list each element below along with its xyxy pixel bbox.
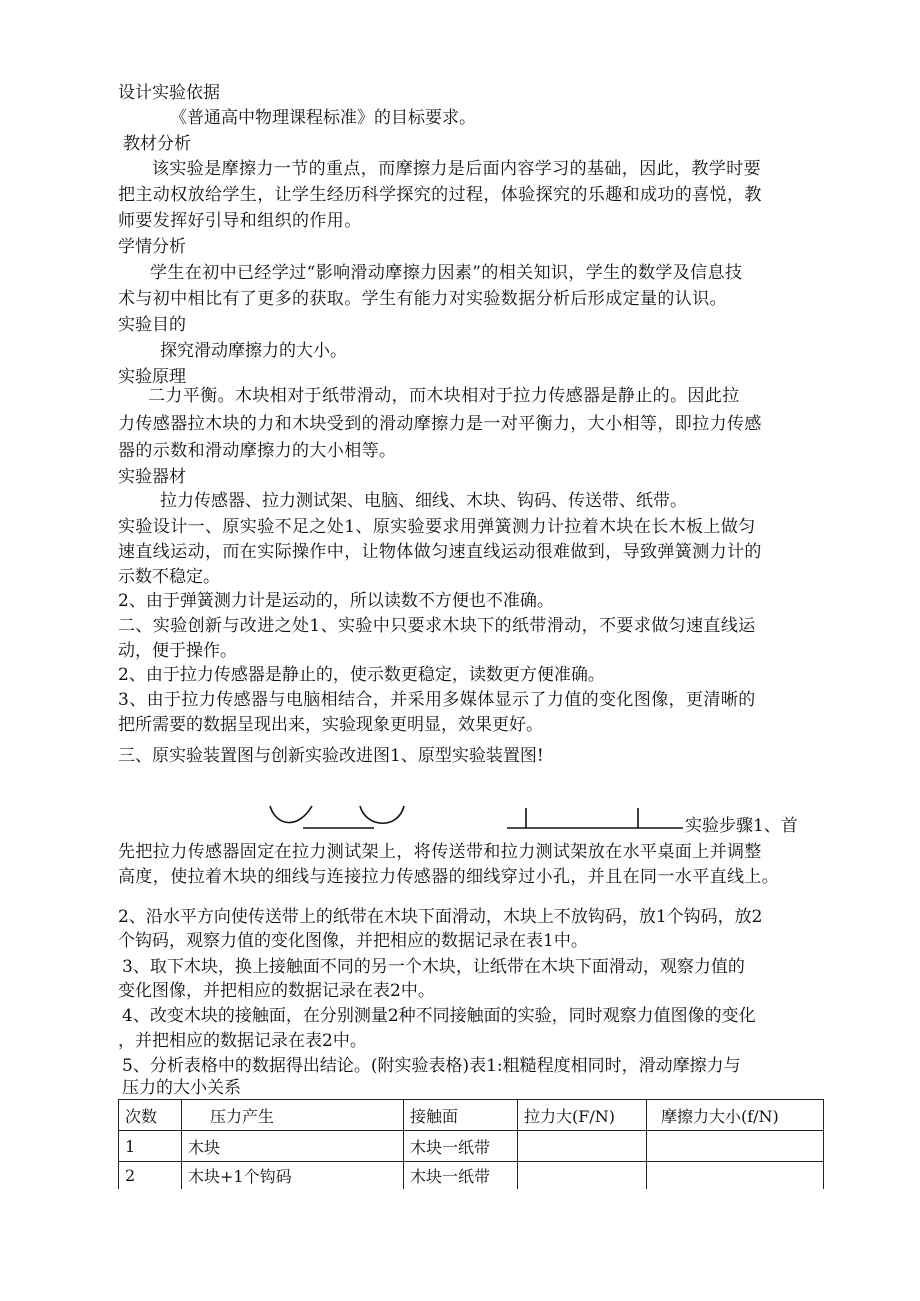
goal-text: 探究滑动摩擦力的大小。: [160, 341, 347, 361]
heading-learner: 学情分析: [118, 237, 186, 257]
step-line: 高度，使拉着木块的细线与连接拉力传感器的细线穿过小孔，并且在同一水平直线上。: [118, 867, 780, 887]
design-line: 三、原实验装置图与创新实验改进图1、原型实验装置图!: [118, 746, 544, 766]
steps-heading-tail: 实验步骤1、首: [685, 816, 798, 836]
learner-line: 术与初中相比有了更多的获取。学生有能力对实验数据分析后形成定量的认识。: [118, 289, 727, 309]
principle-line: 力传感器拉木块的力和木块受到的滑动摩擦力是一对平衡力，大小相等，即拉力传感: [118, 414, 762, 434]
step-line: 个钩码，观察力值的变化图像，并把相应的数据记录在表1中。: [118, 931, 588, 951]
heading-textbook: 教材分析: [123, 134, 191, 154]
design-line: 2、由于弹簧测力计是运动的，所以读数不方便也不准确。: [118, 591, 554, 611]
design-line: 2、由于拉力传感器是静止的，使示数更稳定，读数更方便准确。: [118, 665, 605, 685]
step-line: 变化图像，并把相应的数据记录在表2中。: [118, 981, 435, 1001]
table-cell: 木块+1个钩码: [182, 1162, 404, 1190]
design-line: 速直线运动，而在实际操作中，让物体做匀速直线运动很难做到，导致弹簧测力计的: [118, 542, 762, 562]
table-cell: 2: [119, 1162, 182, 1190]
heading-goal: 实验目的: [118, 315, 186, 335]
pulley-arc-right: [360, 806, 404, 823]
heading-principle: 实验原理: [118, 367, 186, 387]
equipment-text: 拉力传感器、拉力测试架、电脑、细线、木块、钩码、传送带、纸带。: [160, 491, 687, 511]
table-cell: [518, 1162, 647, 1190]
table-header-cell: 压力产生: [182, 1100, 404, 1131]
data-table: [118, 1099, 824, 1189]
pulley-arc-left: [270, 806, 312, 823]
table-cell: [647, 1162, 824, 1190]
table-row: [119, 1131, 824, 1162]
textbook-line: 师要发挥好引导和组织的作用。: [118, 211, 362, 231]
table-header-cell: 拉力大(F/N): [518, 1100, 647, 1131]
table-cell: 木块: [182, 1131, 404, 1162]
table-header-cell: 摩擦力大小(f/N): [647, 1100, 824, 1131]
step-line: 先把拉力传感器固定在拉力测试架上，将传送带和拉力测试架放在水平桌面上并调整: [118, 842, 762, 862]
step-line: 3、取下木块，换上接触面不同的另一个木块，让纸带在木块下面滑动，观察力值的: [122, 957, 745, 977]
design-line: 动，便于操作。: [118, 641, 237, 661]
design-line: 示数不稳定。: [118, 567, 220, 587]
table-cell: [518, 1131, 647, 1162]
design-line: 二、实验创新与改进之处1、实验中只要求木块下的纸带滑动，不要求做匀速直线运: [118, 616, 756, 636]
design-line: 把所需要的数据呈现出来，实验现象更明显，效果更好。: [118, 715, 543, 735]
table-header-cell: 次数: [119, 1100, 182, 1131]
step-line: 4、改变木块的接触面，在分别测量2种不同接触面的实验，同时观察力值图像的变化: [122, 1006, 756, 1026]
design-line: 实验设计一、原实验不足之处1、原实验要求用弹簧测力计拉着木块在长木板上做匀: [118, 517, 756, 537]
table-cell: 木块一纸带: [404, 1162, 518, 1190]
step-line: ，并把相应的数据记录在表2中。: [118, 1031, 367, 1051]
heading-equipment: 实验器材: [118, 467, 186, 487]
textbook-line: 该实验是摩擦力一节的重点，而摩擦力是后面内容学习的基础，因此，教学时要: [152, 159, 761, 179]
heading-basis: 设计实验依据: [118, 83, 220, 103]
table-cell: [647, 1131, 824, 1162]
principle-line: 二力平衡。木块相对于纸带滑动，而木块相对于拉力传感器是静止的。因此拉: [148, 386, 740, 406]
table-header-row: [119, 1100, 824, 1131]
principle-line: 器的示数和滑动摩擦力的大小相等。: [118, 441, 397, 461]
basis-text: 《普通高中物理课程标准》的目标要求。: [170, 108, 476, 128]
table-header-cell: 接触面: [404, 1100, 518, 1131]
table-cell: 木块一纸带: [404, 1131, 518, 1162]
learner-line: 学生在初中已经学过“影响滑动摩擦力因素”的相关知识，学生的数学及信息技: [150, 263, 743, 283]
step-line: 2、沿水平方向使传送带上的纸带在木块下面滑动，木块上不放钩码，放1个钩码，放2: [118, 907, 763, 927]
step-line: 压力的大小关系: [122, 1078, 241, 1098]
table-cell: 1: [119, 1131, 182, 1162]
step-line: 5、分析表格中的数据得出结论。(附实验表格)表1:粗糙程度相同时，滑动摩擦力与: [122, 1056, 741, 1076]
design-line: 3、由于拉力传感器与电脑相结合，并采用多媒体显示了力值的变化图像，更清晰的: [118, 690, 756, 710]
textbook-line: 把主动权放给学生，让学生经历科学探究的过程，体验探究的乐趣和成功的喜悦，教: [118, 185, 762, 205]
table-row: [119, 1162, 824, 1190]
